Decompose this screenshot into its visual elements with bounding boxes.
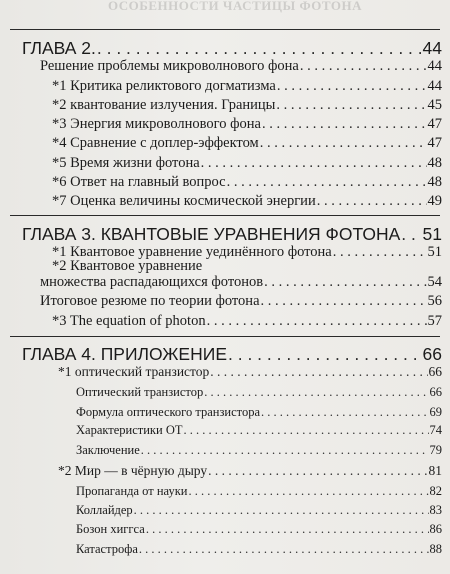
- page-number: 45: [427, 97, 442, 113]
- leader-dots: [204, 385, 428, 400]
- page-number: 66: [422, 344, 442, 364]
- page-number: 48: [427, 174, 442, 190]
- toc-subentry[interactable]: [76, 484, 442, 499]
- entry-title: *7 Оценка величины космической энергии: [52, 193, 316, 209]
- entry-title: *4 Сравнение с доплер-эффектом: [52, 135, 259, 151]
- page-number: 47: [427, 135, 442, 151]
- toc-entry[interactable]: [58, 463, 442, 479]
- toc-entry[interactable]: [52, 135, 442, 152]
- leader-dots: [210, 364, 427, 380]
- leader-dots: [207, 313, 427, 330]
- leader-dots: [146, 522, 429, 537]
- leader-dots: [276, 97, 426, 114]
- page-number: 44: [427, 58, 442, 74]
- page-number: 88: [429, 542, 442, 556]
- entry-title: *1 оптический транзистор: [58, 364, 210, 379]
- toc-subentry[interactable]: [76, 385, 442, 400]
- toc-entry[interactable]: [40, 58, 442, 75]
- entry-title: Катастрофа: [76, 542, 138, 556]
- toc-subentry[interactable]: [76, 423, 442, 438]
- section-divider: [10, 336, 440, 337]
- leader-dots: [141, 443, 429, 458]
- entry-title: *1 Критика реликтового догматизма: [52, 78, 276, 94]
- leader-dots: [201, 155, 427, 172]
- leader-dots: [277, 78, 427, 95]
- page-number: 82: [429, 484, 442, 498]
- entry-title: Оптический транзистор: [76, 385, 204, 399]
- entry-title: Характеристики ОТ: [76, 423, 183, 437]
- entry-title: *5 Время жизни фотона: [52, 155, 200, 171]
- page-number: 51: [427, 244, 442, 260]
- leader-dots: [134, 503, 429, 518]
- toc-entry[interactable]: [40, 274, 442, 291]
- leader-dots: [183, 423, 428, 438]
- leader-dots: [333, 244, 427, 261]
- page-number: 66: [429, 385, 442, 399]
- toc-entry[interactable]: [40, 293, 442, 310]
- section-divider: [10, 215, 440, 216]
- page-number: 69: [429, 405, 442, 419]
- leader-dots: [260, 135, 427, 152]
- entry-title: Итоговое резюме по теории фотона: [40, 293, 260, 309]
- toc-entry[interactable]: [52, 155, 442, 172]
- page-number: 74: [429, 423, 442, 437]
- page-number: 54: [427, 274, 442, 290]
- page-number: 44: [427, 78, 442, 94]
- page-number: 66: [428, 364, 442, 379]
- leader-dots: [228, 344, 422, 365]
- toc-entry[interactable]: [52, 313, 442, 330]
- toc-subentry[interactable]: [76, 542, 442, 557]
- leader-dots: [227, 174, 427, 191]
- page-number: 51: [422, 224, 442, 244]
- entry-title: *3 Энергия микроволнового фона: [52, 116, 261, 132]
- entry-title: Коллайдер: [76, 503, 133, 517]
- toc-subentry[interactable]: [76, 443, 442, 458]
- leader-dots: [188, 484, 428, 499]
- page-number: 79: [429, 443, 442, 457]
- entry-title: Формула оптического транзистора: [76, 405, 260, 419]
- entry-title: Пропаганда от науки: [76, 484, 188, 498]
- section-divider: [10, 29, 440, 30]
- entry-title: Решение проблемы микроволнового фона: [40, 58, 299, 74]
- toc-entry[interactable]: [58, 364, 442, 380]
- leader-dots: [208, 463, 427, 479]
- chapter-title: ГЛАВА 4. ПРИЛОЖЕНИЕ: [22, 344, 227, 364]
- toc-entry[interactable]: [52, 78, 442, 95]
- leader-dots: [401, 224, 421, 245]
- chapter-3-heading[interactable]: [22, 224, 442, 245]
- leader-dots: [97, 38, 422, 59]
- bleed-through-header: ОСОБЕННОСТИ ЧАСТИЦЫ ФОТОНА: [107, 0, 363, 13]
- toc-entry[interactable]: [52, 97, 442, 114]
- page-number: 81: [428, 463, 442, 478]
- toc-entry[interactable]: [52, 174, 442, 191]
- toc-subentry[interactable]: [76, 522, 442, 537]
- entry-title: *3 The equation of photon: [52, 313, 206, 329]
- page-number: 86: [429, 522, 442, 536]
- page-number: 57: [427, 313, 442, 329]
- chapter-title: ГЛАВА 2.: [22, 38, 96, 58]
- page-number: 49: [427, 193, 442, 209]
- leader-dots: [261, 405, 429, 420]
- entry-title: *1 Квантовое уравнение уединённого фотона: [52, 244, 332, 260]
- entry-title: *2 Мир — в чёрную дыру: [58, 463, 208, 478]
- entry-title: множества распадающихся фотонов: [40, 274, 264, 290]
- leader-dots: [261, 293, 427, 310]
- toc-subentry[interactable]: [76, 405, 442, 420]
- entry-title: Бозон хиггса: [76, 522, 145, 536]
- page-number: 48: [427, 155, 442, 171]
- leader-dots: [300, 58, 427, 75]
- chapter-4-heading[interactable]: [22, 344, 442, 365]
- leader-dots: [262, 116, 427, 133]
- chapter-title: ГЛАВА 3. КВАНТОВЫЕ УРАВНЕНИЯ ФОТОНА: [22, 224, 401, 244]
- leader-dots: [264, 274, 426, 291]
- entry-title: Заключение: [76, 443, 140, 457]
- toc-entry-continued[interactable]: *2 Квантовое уравнение: [52, 258, 203, 274]
- page-number: 47: [427, 116, 442, 132]
- entry-title: *2 квантование излучения. Границы: [52, 97, 276, 113]
- page-number: 83: [429, 503, 442, 517]
- toc-entry[interactable]: [52, 116, 442, 133]
- entry-title: *6 Ответ на главный вопрос: [52, 174, 226, 190]
- page-number: 44: [422, 38, 442, 58]
- chapter-2-heading[interactable]: [22, 38, 442, 59]
- page-number: 56: [427, 293, 442, 309]
- leader-dots: [317, 193, 427, 210]
- toc-entry[interactable]: [52, 193, 442, 210]
- leader-dots: [139, 542, 429, 557]
- toc-subentry[interactable]: [76, 503, 442, 518]
